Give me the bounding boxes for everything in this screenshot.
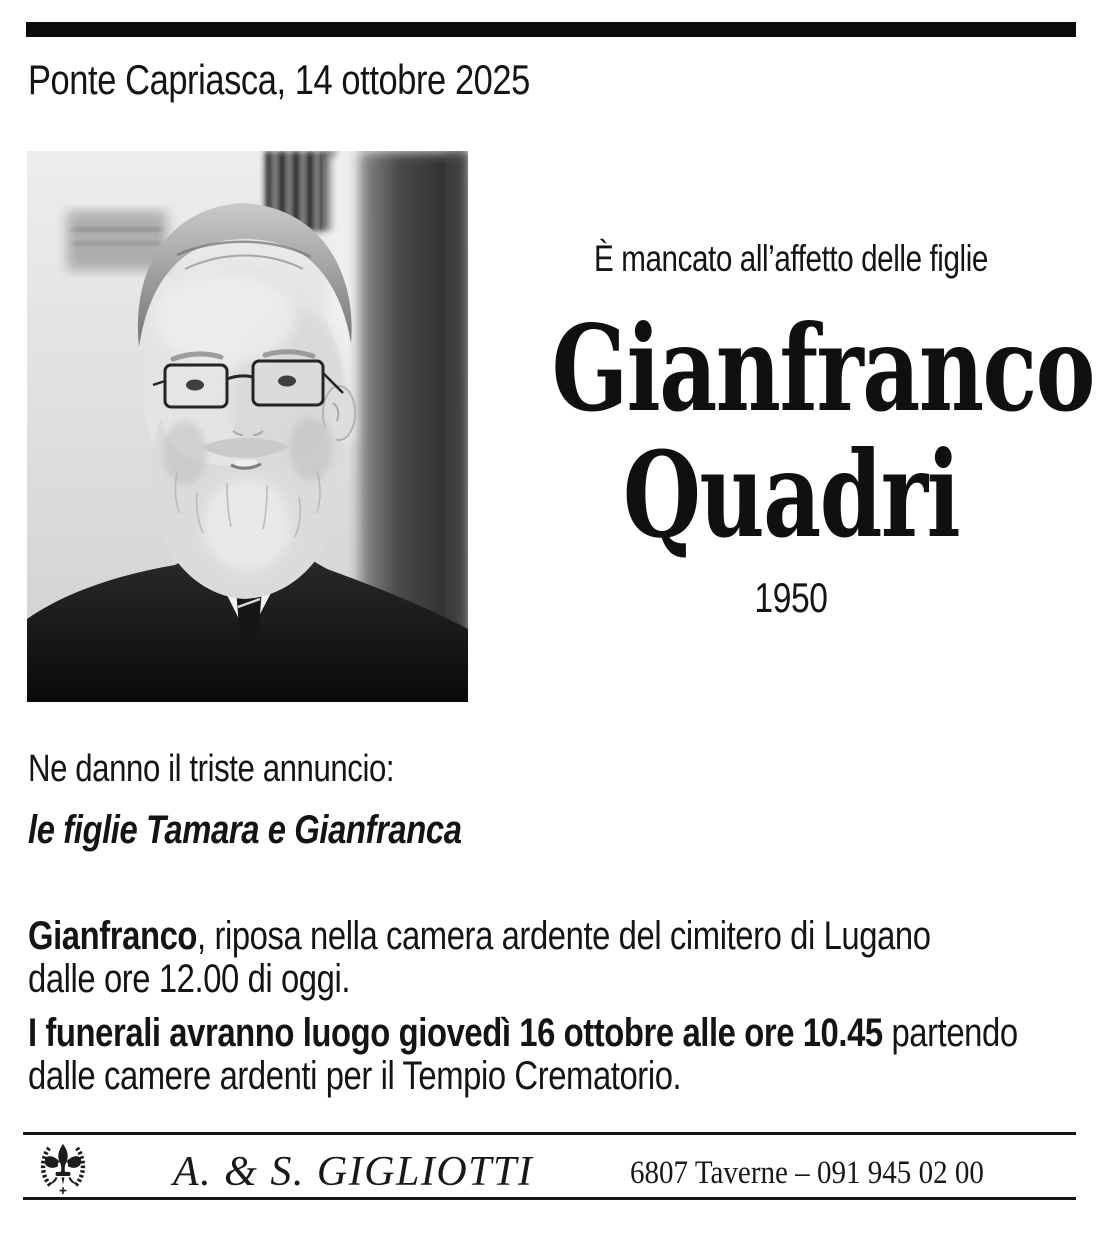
funeral-home-name: A. & S. GIGLIOTTI — [173, 1149, 534, 1195]
birth-year: 1950 — [754, 574, 828, 621]
top-divider-bar — [26, 22, 1076, 37]
fleur-de-lis-icon — [37, 1139, 89, 1196]
portrait-illustration — [27, 151, 468, 702]
dateline: Ponte Capriasca, 14 ottobre 2025 — [28, 56, 530, 103]
funeral-bold-text: I funerali avranno luogo giovedì 16 ottobre alle ore 10.45 — [28, 1011, 883, 1055]
deceased-first-name: Gianfranco — [551, 299, 1094, 438]
wake-paragraph — [28, 915, 931, 1001]
deceased-name — [551, 299, 1094, 564]
mourners-line: le figlie Tamara e Gianfranca — [28, 808, 462, 852]
wake-line-1 — [28, 915, 931, 958]
portrait-photo — [27, 151, 468, 702]
deceased-last-name: Quadri — [622, 425, 960, 564]
footer-divider-bottom — [23, 1197, 1076, 1200]
funeral-line-1 — [28, 1012, 1018, 1055]
fleur-de-lis-wreath — [37, 1139, 89, 1196]
funeral-line-2: dalle camere ardenti per il Tempio Crematorio. — [28, 1054, 682, 1098]
funeral-line-1-rest: partendo — [882, 1011, 1018, 1055]
intro-line: È mancato all’affetto delle figlie — [594, 238, 988, 279]
funeral-paragraph — [28, 1012, 1018, 1098]
wake-line-1-rest: , riposa nella camera ardente del cimitero di Lugano — [197, 914, 931, 958]
wake-bold-name: Gianfranco — [28, 914, 198, 958]
wake-line-2: dalle ore 12.00 di oggi. — [28, 957, 351, 1001]
funeral-home-contact: 6807 Taverne – 091 945 02 00 — [630, 1155, 984, 1191]
announcement-label: Ne danno il triste annuncio: — [28, 748, 395, 790]
footer-divider-top — [23, 1132, 1076, 1135]
